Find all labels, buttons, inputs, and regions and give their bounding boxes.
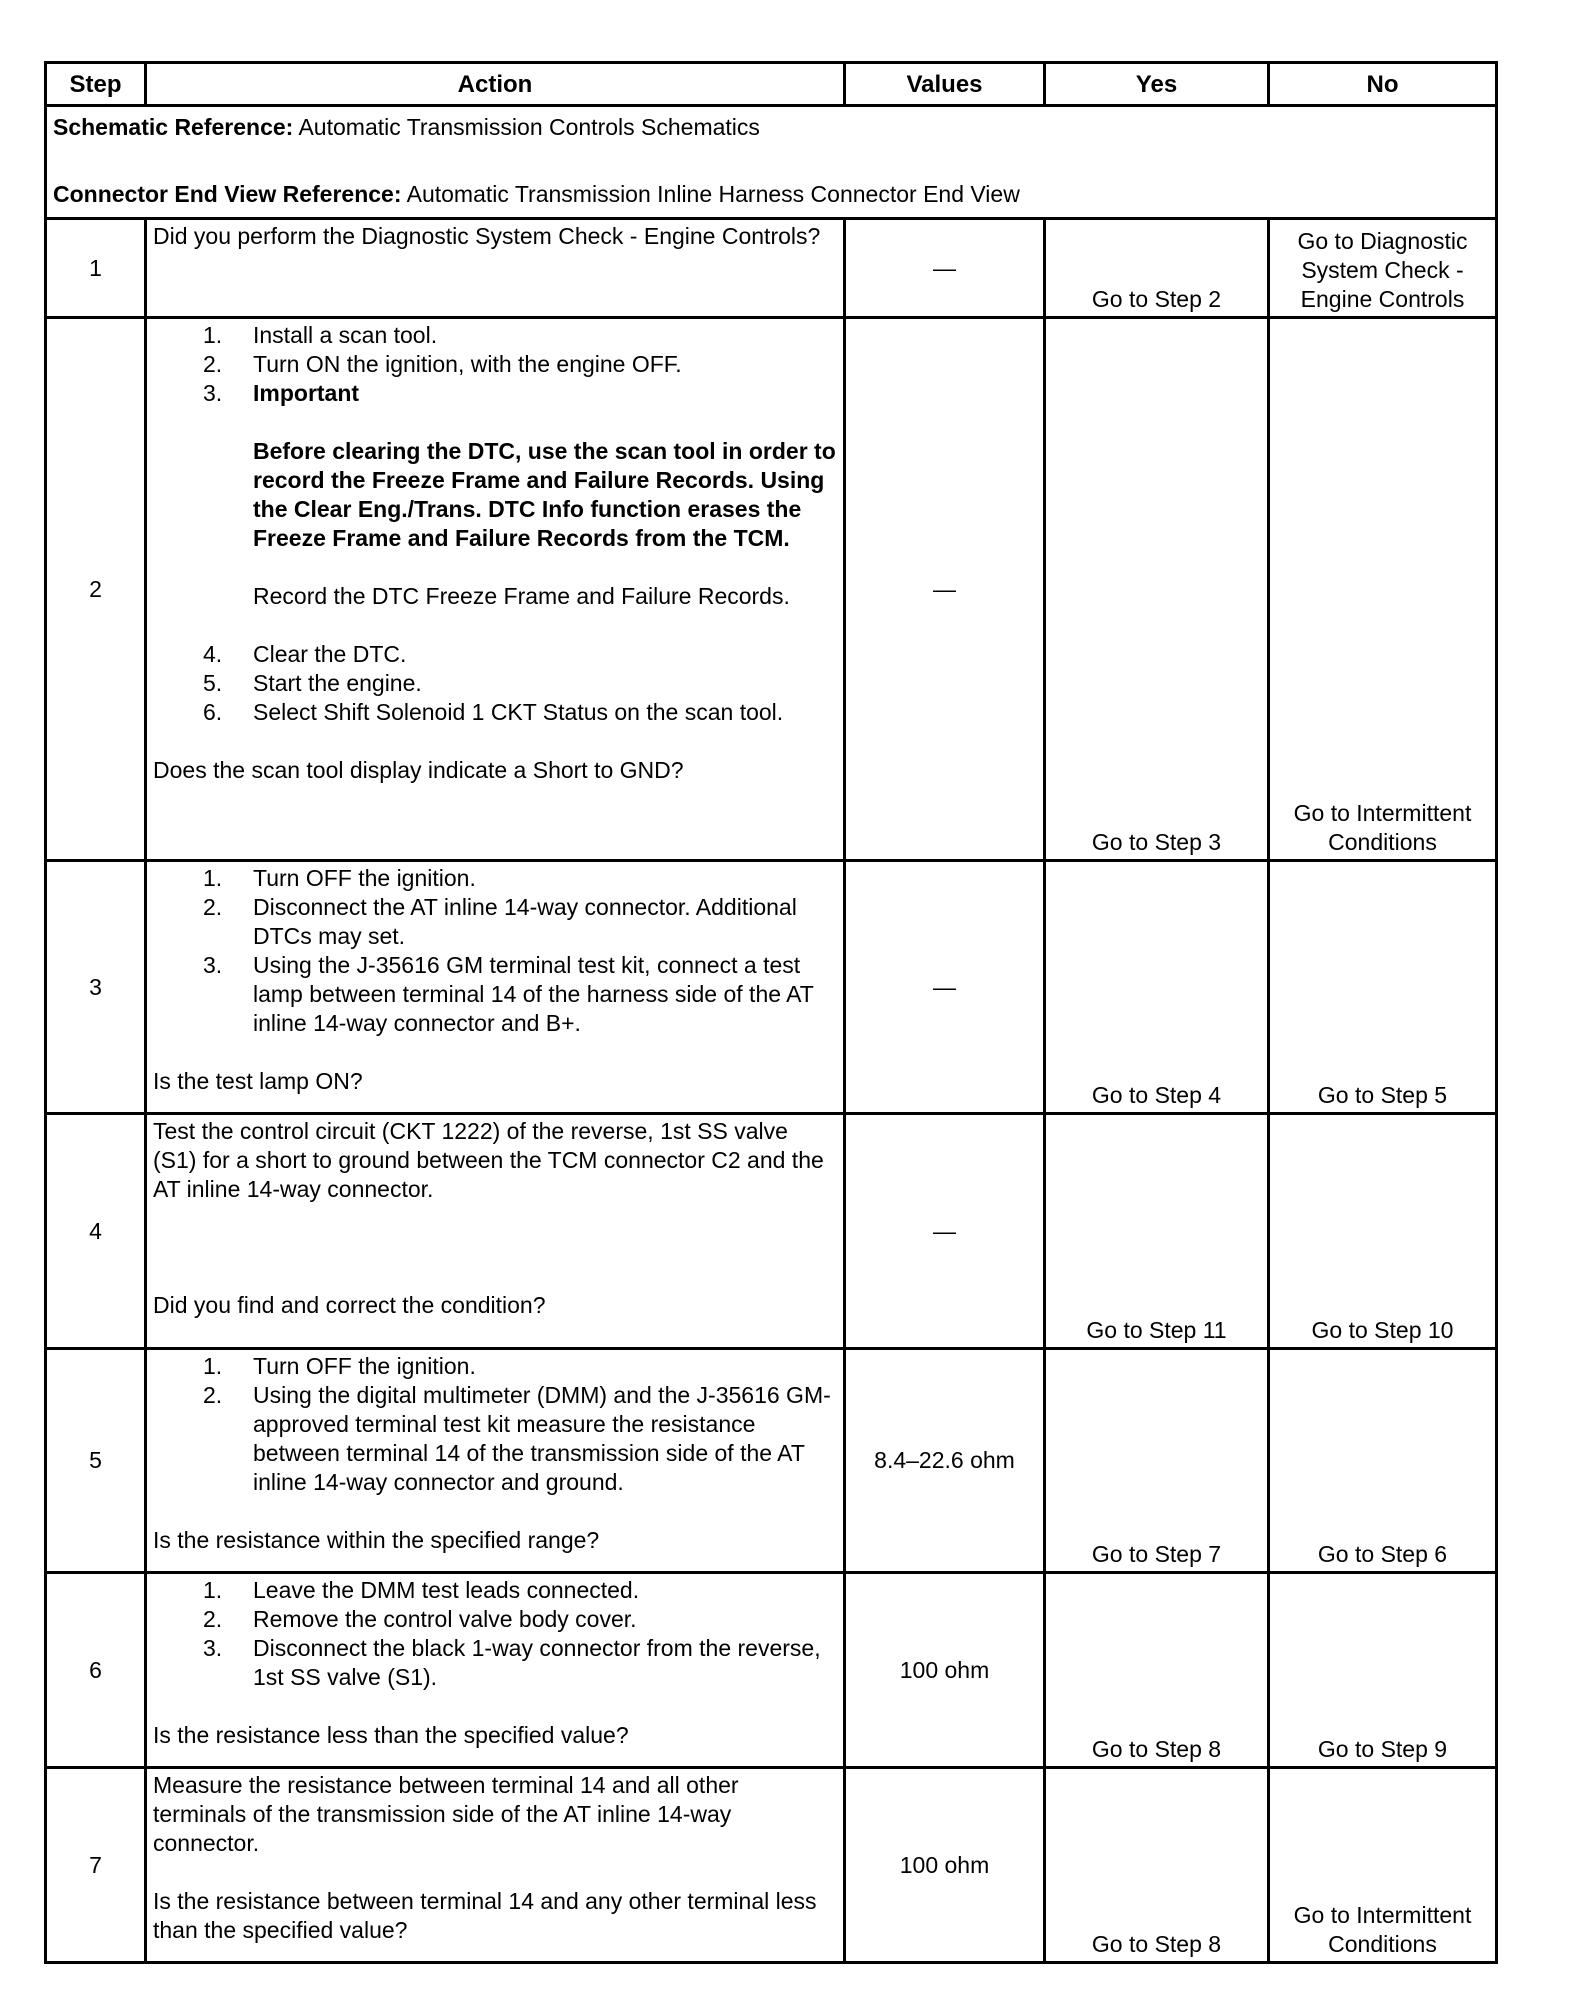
item-text: Clear the DTC. — [253, 641, 407, 667]
question-text: Is the resistance between terminal 14 and any other terminal less than the specified value? — [153, 1888, 817, 1943]
no-cell: Go to Step 10 — [1269, 1114, 1497, 1349]
item-number: 2. — [203, 1606, 223, 1632]
no-cell: Go to Intermittent Conditions — [1269, 318, 1497, 861]
item-number: 1. — [203, 322, 223, 348]
item-number: 2. — [203, 351, 223, 377]
list-item — [203, 321, 837, 350]
item-text: Select Shift Solenoid 1 CKT Status on the scan tool. — [253, 699, 784, 725]
action-cell — [146, 1768, 845, 1963]
action-cell — [146, 219, 845, 318]
list-item — [203, 1381, 837, 1497]
list-item — [203, 1352, 837, 1381]
procedure-list — [153, 321, 837, 408]
list-item — [203, 864, 837, 893]
step-number: 1 — [46, 219, 146, 318]
yes-cell: Go to Step 11 — [1045, 1114, 1269, 1349]
question-text: Is the resistance within the specified range? — [153, 1527, 600, 1553]
no-cell: Go to Step 5 — [1269, 861, 1497, 1114]
value-cell: — — [845, 861, 1045, 1114]
table-row — [46, 1349, 1497, 1573]
header-yes: Yes — [1045, 63, 1269, 106]
item-number: 4. — [203, 641, 223, 667]
action-cell — [146, 1573, 845, 1768]
item-number: 5. — [203, 670, 223, 696]
item-number: 6. — [203, 699, 223, 725]
action-text: Did you perform the Diagnostic System Check - Engine Controls? — [153, 223, 821, 249]
yes-cell: Go to Step 8 — [1045, 1573, 1269, 1768]
no-cell: Go to Diagnostic System Check - Engine Controls — [1269, 219, 1497, 318]
yes-cell: Go to Step 3 — [1045, 318, 1269, 861]
list-item — [203, 379, 837, 408]
important-heading: Important — [253, 380, 360, 406]
table-row — [46, 1114, 1497, 1349]
question-text: Does the scan tool display indicate a Short to GND? — [153, 757, 684, 783]
step-number: 6 — [46, 1573, 146, 1768]
procedure-list — [153, 864, 837, 1038]
list-item — [203, 1634, 837, 1692]
item-number: 1. — [203, 865, 223, 891]
item-number: 2. — [203, 894, 223, 920]
yes-cell: Go to Step 4 — [1045, 861, 1269, 1114]
connector-reference — [53, 180, 1489, 209]
item-text: Turn ON the ignition, with the engine OFF. — [253, 351, 682, 377]
list-item — [203, 669, 837, 698]
connector-reference-text: Automatic Transmission Inline Harness Connector End View — [401, 181, 1020, 207]
value-cell: — — [845, 1114, 1045, 1349]
procedure-list — [153, 1352, 837, 1497]
procedure-list — [153, 1576, 837, 1692]
item-text: Using the J-35616 GM terminal test kit, connect a test lamp between terminal 14 of the harness side of the AT inline 14-way connector and B+. — [253, 952, 814, 1036]
list-item — [203, 951, 837, 1038]
item-text: Turn OFF the ignition. — [253, 865, 476, 891]
step-number: 7 — [46, 1768, 146, 1963]
step-number: 5 — [46, 1349, 146, 1573]
yes-cell: Go to Step 7 — [1045, 1349, 1269, 1573]
item-text: Disconnect the black 1-way connector from the reverse, 1st SS valve (S1). — [253, 1635, 821, 1690]
value-cell: 8.4–22.6 ohm — [845, 1349, 1045, 1573]
question-text: Did you find and correct the condition? — [153, 1292, 546, 1318]
item-text: Leave the DMM test leads connected. — [253, 1577, 640, 1603]
header-row — [46, 63, 1497, 106]
list-item — [203, 893, 837, 951]
table-row — [46, 1768, 1497, 1963]
header-no: No — [1269, 63, 1497, 106]
item-number: 1. — [203, 1577, 223, 1603]
record-note: Record the DTC Freeze Frame and Failure Records. — [253, 583, 790, 609]
list-item — [203, 698, 837, 727]
question-text: Is the test lamp ON? — [153, 1068, 363, 1094]
item-number: 3. — [203, 1635, 223, 1661]
item-text: Disconnect the AT inline 14-way connector. Additional DTCs may set. — [253, 894, 797, 949]
header-values: Values — [845, 63, 1045, 106]
action-cell — [146, 1114, 845, 1349]
no-cell: Go to Step 6 — [1269, 1349, 1497, 1573]
step-number: 3 — [46, 861, 146, 1114]
value-cell: 100 ohm — [845, 1768, 1045, 1963]
schematic-reference-text: Automatic Transmission Controls Schematics — [293, 114, 760, 140]
yes-cell: Go to Step 2 — [1045, 219, 1269, 318]
action-text: Test the control circuit (CKT 1222) of the reverse, 1st SS valve (S1) for a short to ground between the TCM connector C2 and the AT inline 14-way connector. — [153, 1118, 824, 1202]
connector-reference-label: Connector End View Reference: — [53, 181, 402, 207]
table-row — [46, 219, 1497, 318]
table-row — [46, 318, 1497, 861]
reference-cell — [46, 106, 1497, 219]
no-cell: Go to Intermittent Conditions — [1269, 1768, 1497, 1963]
list-item — [203, 1576, 837, 1605]
list-item — [203, 640, 837, 669]
schematic-reference-label: Schematic Reference: — [53, 114, 294, 140]
value-cell: — — [845, 219, 1045, 318]
procedure-list — [153, 640, 837, 727]
item-text: Turn OFF the ignition. — [253, 1353, 476, 1379]
item-text: Using the digital multimeter (DMM) and the J-35616 GM-approved terminal test kit measure the resistance between terminal 14 of the transmission side of the AT inline 14-way connector and ground. — [253, 1382, 831, 1495]
yes-cell: Go to Step 8 — [1045, 1768, 1269, 1963]
value-cell: 100 ohm — [845, 1573, 1045, 1768]
item-text: Install a scan tool. — [253, 322, 438, 348]
list-item — [203, 1605, 837, 1634]
reference-row — [46, 106, 1497, 219]
item-text: Remove the control valve body cover. — [253, 1606, 637, 1632]
value-cell: — — [845, 318, 1045, 861]
item-number: 2. — [203, 1382, 223, 1408]
header-action: Action — [146, 63, 845, 106]
action-cell — [146, 318, 845, 861]
schematic-reference — [53, 113, 1489, 142]
question-text: Is the resistance less than the specified value? — [153, 1722, 629, 1748]
action-text: Measure the resistance between terminal 14 and all other terminals of the transmission side of the AT inline 14-way connector. — [153, 1772, 739, 1856]
item-number: 3. — [203, 380, 223, 406]
table-row — [46, 861, 1497, 1114]
item-number: 3. — [203, 952, 223, 978]
important-note: Before clearing the DTC, use the scan tool in order to record the Freeze Frame and Failure Records. Using the Clear Eng./Trans. DTC Info function erases the Freeze Frame and Failure Records from the TCM. — [253, 438, 836, 551]
item-text: Start the engine. — [253, 670, 422, 696]
table-row — [46, 1573, 1497, 1768]
list-item — [203, 350, 837, 379]
diagnostic-table — [44, 61, 1498, 1964]
step-number: 2 — [46, 318, 146, 861]
step-number: 4 — [46, 1114, 146, 1349]
no-cell: Go to Step 9 — [1269, 1573, 1497, 1768]
action-cell — [146, 1349, 845, 1573]
header-step: Step — [46, 63, 146, 106]
action-cell — [146, 861, 845, 1114]
item-number: 1. — [203, 1353, 223, 1379]
important-block — [153, 437, 837, 611]
